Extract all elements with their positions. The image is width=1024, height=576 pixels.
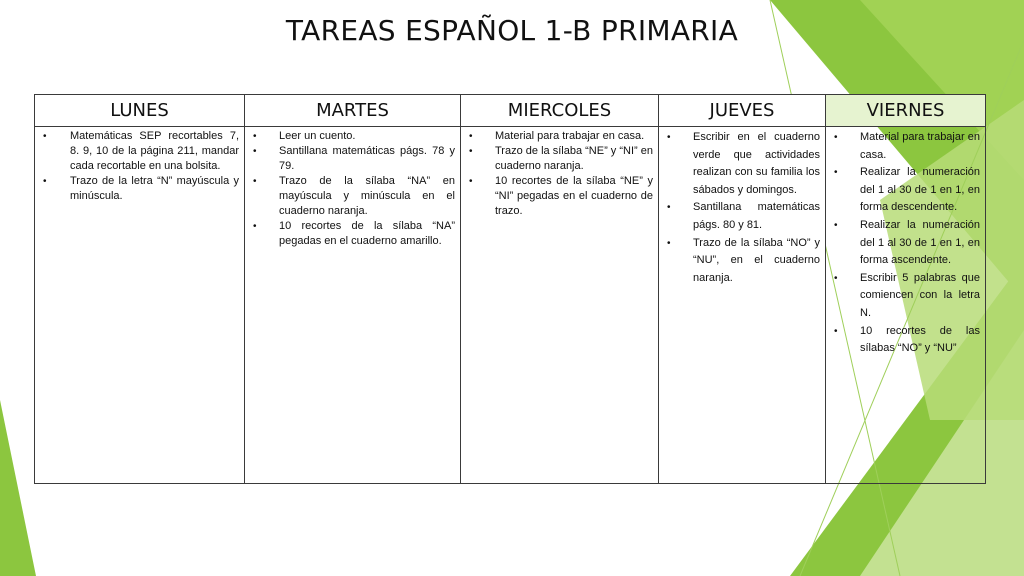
list-item: • Material para trabajar en casa. <box>469 130 645 142</box>
header-martes: MARTES <box>245 95 461 127</box>
bullet-icon: • <box>469 131 473 142</box>
header-viernes: VIERNES <box>826 95 986 127</box>
bullet-icon: • <box>834 325 838 337</box>
bullet-icon: • <box>253 131 257 142</box>
list-item: • 10 recortes de las sílabas “NO” y “NU” <box>834 324 980 355</box>
list-item: • Santillana matemáticas págs. 80 y 81. <box>667 201 820 231</box>
cell-miercoles <box>461 127 659 484</box>
bullet-icon: • <box>253 146 257 157</box>
bullet-icon: • <box>253 221 257 232</box>
cell-lunes <box>35 127 245 484</box>
list-item: • Santillana matemáticas págs. 78 y 79. <box>253 145 455 172</box>
list-item: • 10 recortes de la sílaba “NE” y “NI” pegadas en el cuaderno de trazo. <box>469 175 653 217</box>
bullet-icon: • <box>834 272 838 284</box>
header-miercoles: MIERCOLES <box>461 95 659 127</box>
list-item: • Escribir 5 palabras que comiencen con la letra N. <box>834 271 980 319</box>
bullet-icon: • <box>469 146 473 157</box>
bullet-icon: • <box>43 176 47 187</box>
list-item: • Trazo de la sílaba “NA” en mayúscula y minúscula en el cuaderno naranja. <box>253 175 455 217</box>
list-item: • Trazo de la sílaba “NE” y “NI” en cuaderno naranja. <box>469 145 653 172</box>
list-item: • Realizar la numeración del 1 al 30 de 1 en 1, en forma descendente. <box>834 166 980 214</box>
list-item: • Trazo de la sílaba “NO” y “NU”, en el cuaderno naranja. <box>667 236 820 284</box>
page-title: TAREAS ESPAÑOL 1-B PRIMARIA <box>285 14 739 47</box>
bullet-icon: • <box>667 132 671 143</box>
cell-viernes <box>826 127 986 484</box>
list-item: • 10 recortes de la sílaba “NA” pegadas en el cuaderno amarillo. <box>253 220 455 247</box>
list-item: • Escribir en el cuaderno verde que actividades realizan con su familia los sábados y domingos. <box>667 131 820 196</box>
table-row <box>35 127 986 484</box>
header-jueves: JUEVES <box>659 95 826 127</box>
list-item: • Matemáticas SEP recortables 7, 8. 9, 10 de la página 211, mandar cada recortable en una bolsita. <box>43 130 239 172</box>
left-green-triangle <box>0 400 36 576</box>
bullet-icon: • <box>469 176 473 187</box>
bullet-icon: • <box>667 237 671 249</box>
cell-jueves <box>659 127 826 484</box>
cell-martes <box>245 127 461 484</box>
bullet-icon: • <box>43 131 47 142</box>
list-item: • Trazo de la letra “N” mayúscula y minúscula. <box>43 175 239 202</box>
bullet-icon: • <box>834 132 838 143</box>
table-header-row <box>35 95 986 127</box>
list-item: • Realizar la numeración del 1 al 30 de 1 en 1, en forma ascendente. <box>834 218 980 267</box>
bullet-icon: • <box>834 219 838 231</box>
header-lunes: LUNES <box>35 95 245 127</box>
homework-schedule-table <box>34 94 986 484</box>
bullet-icon: • <box>834 167 838 179</box>
list-item: • Leer un cuento. <box>253 130 356 142</box>
list-item: • Material para trabajar en casa. <box>834 131 980 161</box>
bullet-icon: • <box>667 202 671 214</box>
bullet-icon: • <box>253 176 257 187</box>
